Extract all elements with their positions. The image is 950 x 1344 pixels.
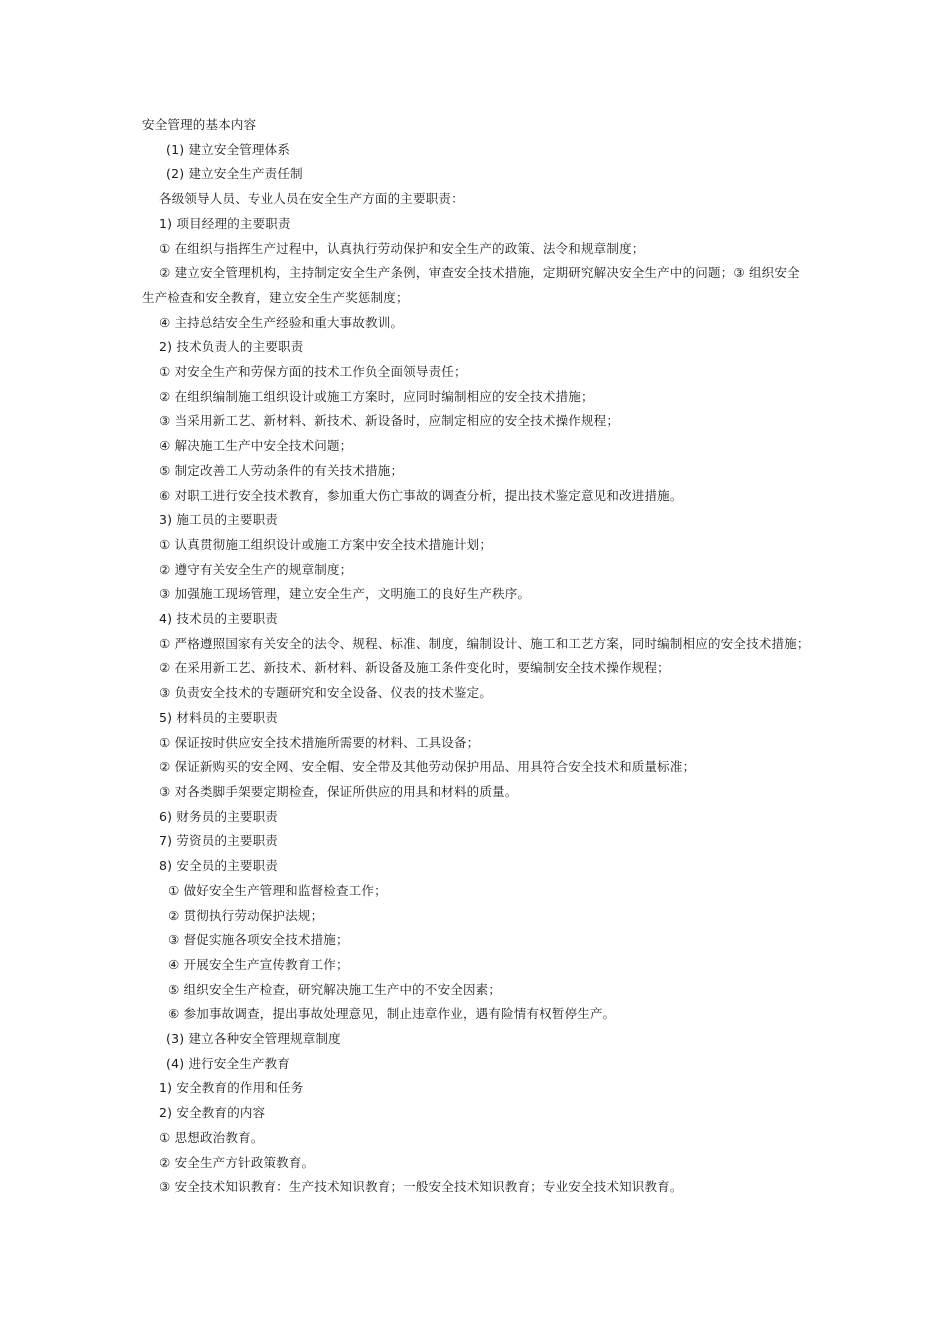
document-title: 安全管理的基本内容 (142, 117, 257, 132)
document-line: (1) 建立安全管理体系 (166, 141, 291, 157)
document-line: 各级领导人员、专业人员在安全生产方面的主要职责： (159, 191, 464, 207)
document-line: 7) 劳资员的主要职责 (159, 833, 279, 849)
document-line: 2) 技术负责人的主要职责 (159, 339, 304, 355)
document-line: 4) 技术员的主要职责 (159, 611, 279, 627)
document-lines (142, 138, 810, 1200)
document-line: (2) 建立安全生产责任制 (166, 166, 303, 182)
document-line: ⑤ 制定改善工人劳动条件的有关技术措施； (159, 462, 404, 478)
document-line: ④ 开展安全生产宣传教育工作； (168, 956, 349, 972)
document-line: ① 保证按时供应安全技术措施所需要的材料、工具设备； (159, 734, 480, 750)
document-line: ① 思想政治教育。 (159, 1129, 264, 1145)
document-line: ② 贯彻执行劳动保护法规； (168, 907, 324, 923)
document-line: ② 遵守有关安全生产的规章制度； (159, 561, 353, 577)
document-line: ③ 负责安全技术的专题研究和安全设备、仪表的技术鉴定。 (159, 685, 493, 701)
document-line: 3) 施工员的主要职责 (159, 512, 279, 528)
document-line: ④ 解决施工生产中安全技术问题； (159, 438, 353, 454)
document-line: ① 在组织与指挥生产过程中，认真执行劳动保护和安全生产的政策、法令和规章制度； (159, 240, 645, 256)
document-line: ③ 安全技术知识教育：生产技术知识教育；一般安全技术知识教育；专业安全技术知识教育。 (159, 1179, 683, 1195)
document-line: ① 认真贯彻施工组织设计或施工方案中安全技术措施计划； (159, 536, 493, 552)
document-line: (4) 进行安全生产教育 (166, 1055, 291, 1071)
document-line: ③ 加强施工现场管理，建立安全生产，文明施工的良好生产秩序。 (159, 586, 531, 602)
document-line: ④ 主持总结安全生产经验和重大事故教训。 (159, 314, 404, 330)
document-line: ① 做好安全生产管理和监督检查工作； (168, 882, 387, 898)
document-line: ② 在组织编制施工组织设计或施工方案时，应同时编制相应的安全技术措施； (159, 388, 594, 404)
document-line: ⑤ 组织安全生产检查，研究解决施工生产中的不安全因素； (168, 981, 502, 997)
document-line: 1) 项目经理的主要职责 (159, 215, 291, 231)
document-line: ② 建立安全管理机构，主持制定安全生产条例，审查安全技术措施，定期研究解决安全生产中的问题；③ 组织安全生产检查和安全教育，建立安全生产奖惩制度； (142, 265, 800, 305)
document-line: ① 对安全生产和劳保方面的技术工作负全面领导责任； (159, 364, 467, 380)
document-line: 8) 安全员的主要职责 (159, 858, 279, 874)
document-line: 1) 安全教育的作用和任务 (159, 1080, 304, 1096)
document-line: ② 保证新购买的安全网、安全帽、安全带及其他劳动保护用品、用具符合安全技术和质量标准； (159, 759, 696, 775)
document-line: ③ 当采用新工艺、新材料、新技术、新设备时，应制定相应的安全技术操作规程； (159, 413, 620, 429)
document-line: ③ 督促实施各项安全技术措施； (168, 932, 349, 948)
document-line: ② 安全生产方针政策教育。 (159, 1154, 315, 1170)
document-line: ⑥ 对职工进行安全技术教育，参加重大伤亡事故的调查分析，提出技术鉴定意见和改进措施。 (159, 487, 683, 503)
document-line: ⑥ 参加事故调查，提出事故处理意见，制止违章作业，遇有险情有权暂停生产。 (168, 1006, 616, 1022)
document-line: 6) 财务员的主要职责 (159, 808, 279, 824)
document-line: ② 在采用新工艺、新技术、新材料、新设备及施工条件变化时，要编制安全技术操作规程； (159, 660, 670, 676)
document-line: (3) 建立各种安全管理规章制度 (166, 1031, 341, 1047)
document-body (142, 113, 810, 1200)
document-line: 5) 材料员的主要职责 (159, 709, 279, 725)
document-line: 2) 安全教育的内容 (159, 1105, 266, 1121)
document-line: ① 严格遵照国家有关安全的法令、规程、标准、制度，编制设计、施工和工艺方案，同时编制相应的安全技术措施； (159, 635, 810, 651)
document-line: ③ 对各类脚手架要定期检查，保证所供应的用具和材料的质量。 (159, 783, 518, 799)
